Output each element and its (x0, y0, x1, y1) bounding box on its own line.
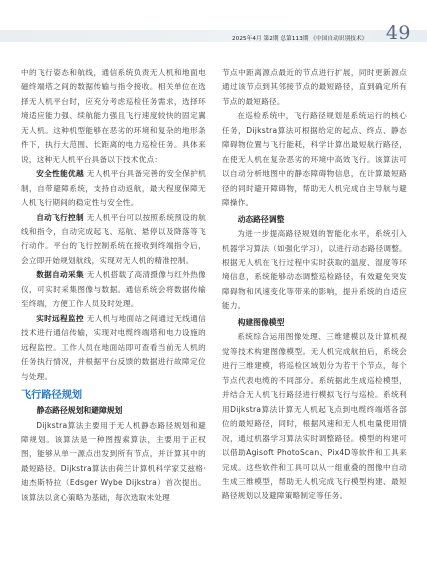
paragraph-dynamic-adjustment: 为进一步提高路径规划的智能化水平，系统引入机器学习算法（如强化学习），以进行动态路径调整。根据无人机在飞行过程中实时获取的温度、湿度等环境信息，系统能够动态调整巡检路径，有效避免突发障碍物和风速变化等带来的影响，提升系统的自适应能力。 (222, 229, 407, 311)
header-band (0, 0, 427, 56)
feature-item-data-collection (21, 268, 206, 311)
journal-issue-info: 2025年4月 第2期 总第113期 《中国自动识别技术》 (232, 36, 368, 42)
paragraph-image-model: 系统综合运用图像处理、三维建模以及计算机视觉等技术构建图像模型。无人机完成航拍后，系统会进行三维建模，将巡检区域划分为若干个节点，每个节点代表电缆的不同部分。系统据此生成巡检模型，并结合无人机飞行路径进行模拟飞行与巡检。系统利用Dijkstra算法计算无人机起飞点到电缆终端塔各部位的最短路径，同时，根据风速和无人机电量使用情况，通过机器学习算法实时调整路径。模型的构建可以借助Agisoft PhotoScan、Pix4D等软件和工具来完成。这些软件和工具可以从一组重叠的图像中自动生成三维模型，帮助无人机完成飞行模型构建、最短路径规划以及避障策略制定等任务。 (222, 332, 407, 501)
feature-item-safety-lead: 安全性能优越 (36, 169, 84, 179)
section-title-path-planning: 飞行路径规划 (21, 389, 83, 401)
feature-item-safety (21, 167, 206, 210)
page-number: 49 (385, 22, 411, 44)
feature-item-autopilot-lead: 自动飞行控制 (36, 212, 84, 222)
feature-item-autopilot (21, 211, 206, 269)
feature-item-data-collection-text: 无人机搭载了高清摄像与红外热像仪，可实时采集图像与数据。通信系统会将数据传输至终端，方便工作人员及时处理。 (21, 270, 207, 309)
left-column (21, 66, 206, 505)
subsection-title-static-planning: 静态路径规划和避障规划 (36, 405, 123, 415)
feature-item-remote-monitoring-text: 无人机与地面站之间通过无线通信技术进行通信传输，实现对电缆终端塔和电力设施的远程监控。工作人员在地面站即可查看当前无人机的任务执行情况，并根据平台反馈的数据进行故障定位与处理。 (21, 313, 207, 381)
right-column (222, 66, 407, 504)
subsection-title-dynamic-adjustment: 动态路径调整 (237, 214, 285, 224)
feature-item-remote-monitoring-lead: 实时远程监控 (36, 313, 84, 323)
paragraph-dijkstra: Dijkstra算法主要用于无人机静态路径规划和避障规划。该算法是一种图搜索算法，主要用于正权图，能够从单一源点出发到所有节点，并计算其中的最短路径。Dijkstra算法由荷兰计算机科学家艾兹格·迪杰斯特拉（Edsger Wybe Dijkstra）首次提出。该算法以贪心策略为基础，每次选取未处理 (21, 420, 206, 502)
paragraph-path-core: 在巡检系统中，飞行路径规划是系统运行的核心任务，Dijkstra算法可根据给定的起点、终点、静态障碍物位置与飞行能耗，科学计算出最短航行路径，在使无人机在复杂恶劣的环境中高效飞行。该算法可以自动分析地图中的静态障碍物信息，在计算最短路径的同时避开障碍物，帮助无人机完成自主导航与避障操作。 (222, 111, 407, 208)
feature-item-data-collection-lead: 数据自动采集 (36, 270, 84, 280)
subsection-title-image-model: 构建图像模型 (237, 317, 285, 327)
feature-item-autopilot-text: 无人机平台可以按照系统预设的航线和指令，自动完成起飞、巡航、悬停以及降落等飞行动作。平台的飞行控制系统在接收到终端指令后，会立即开始规划航线，实现对无人机的精准控制。 (21, 212, 207, 265)
feature-item-remote-monitoring (21, 312, 206, 384)
paragraph-platform-intro: 中的飞行姿态和航线，通信系统负责无人机和地面电磁终端塔之间的数据传输与指令接收。相关单位在选择无人机平台时，应充分考虑巡检任务需求，选择环境适应能力强、续航能力强且飞行速度较快的固定翼无人机。这种机型能够在恶劣的环境和复杂的地形条件下，执行大范围、长距离的电力巡检任务。具体来说，这种无人机平台具备以下技术优点： (21, 68, 206, 164)
feature-item-safety-text: 无人机平台具备完善的安全保护机制，自带避障系统，支持自动返航，最大程度保障无人机飞行期间的稳定性与安全性。 (21, 169, 207, 208)
paragraph-dijkstra-continued: 节点中距离源点最近的节点进行扩展，同时更新源点通过该节点到其邻接节点的最短路径，直到确定所有节点的最短路径。 (222, 68, 407, 106)
